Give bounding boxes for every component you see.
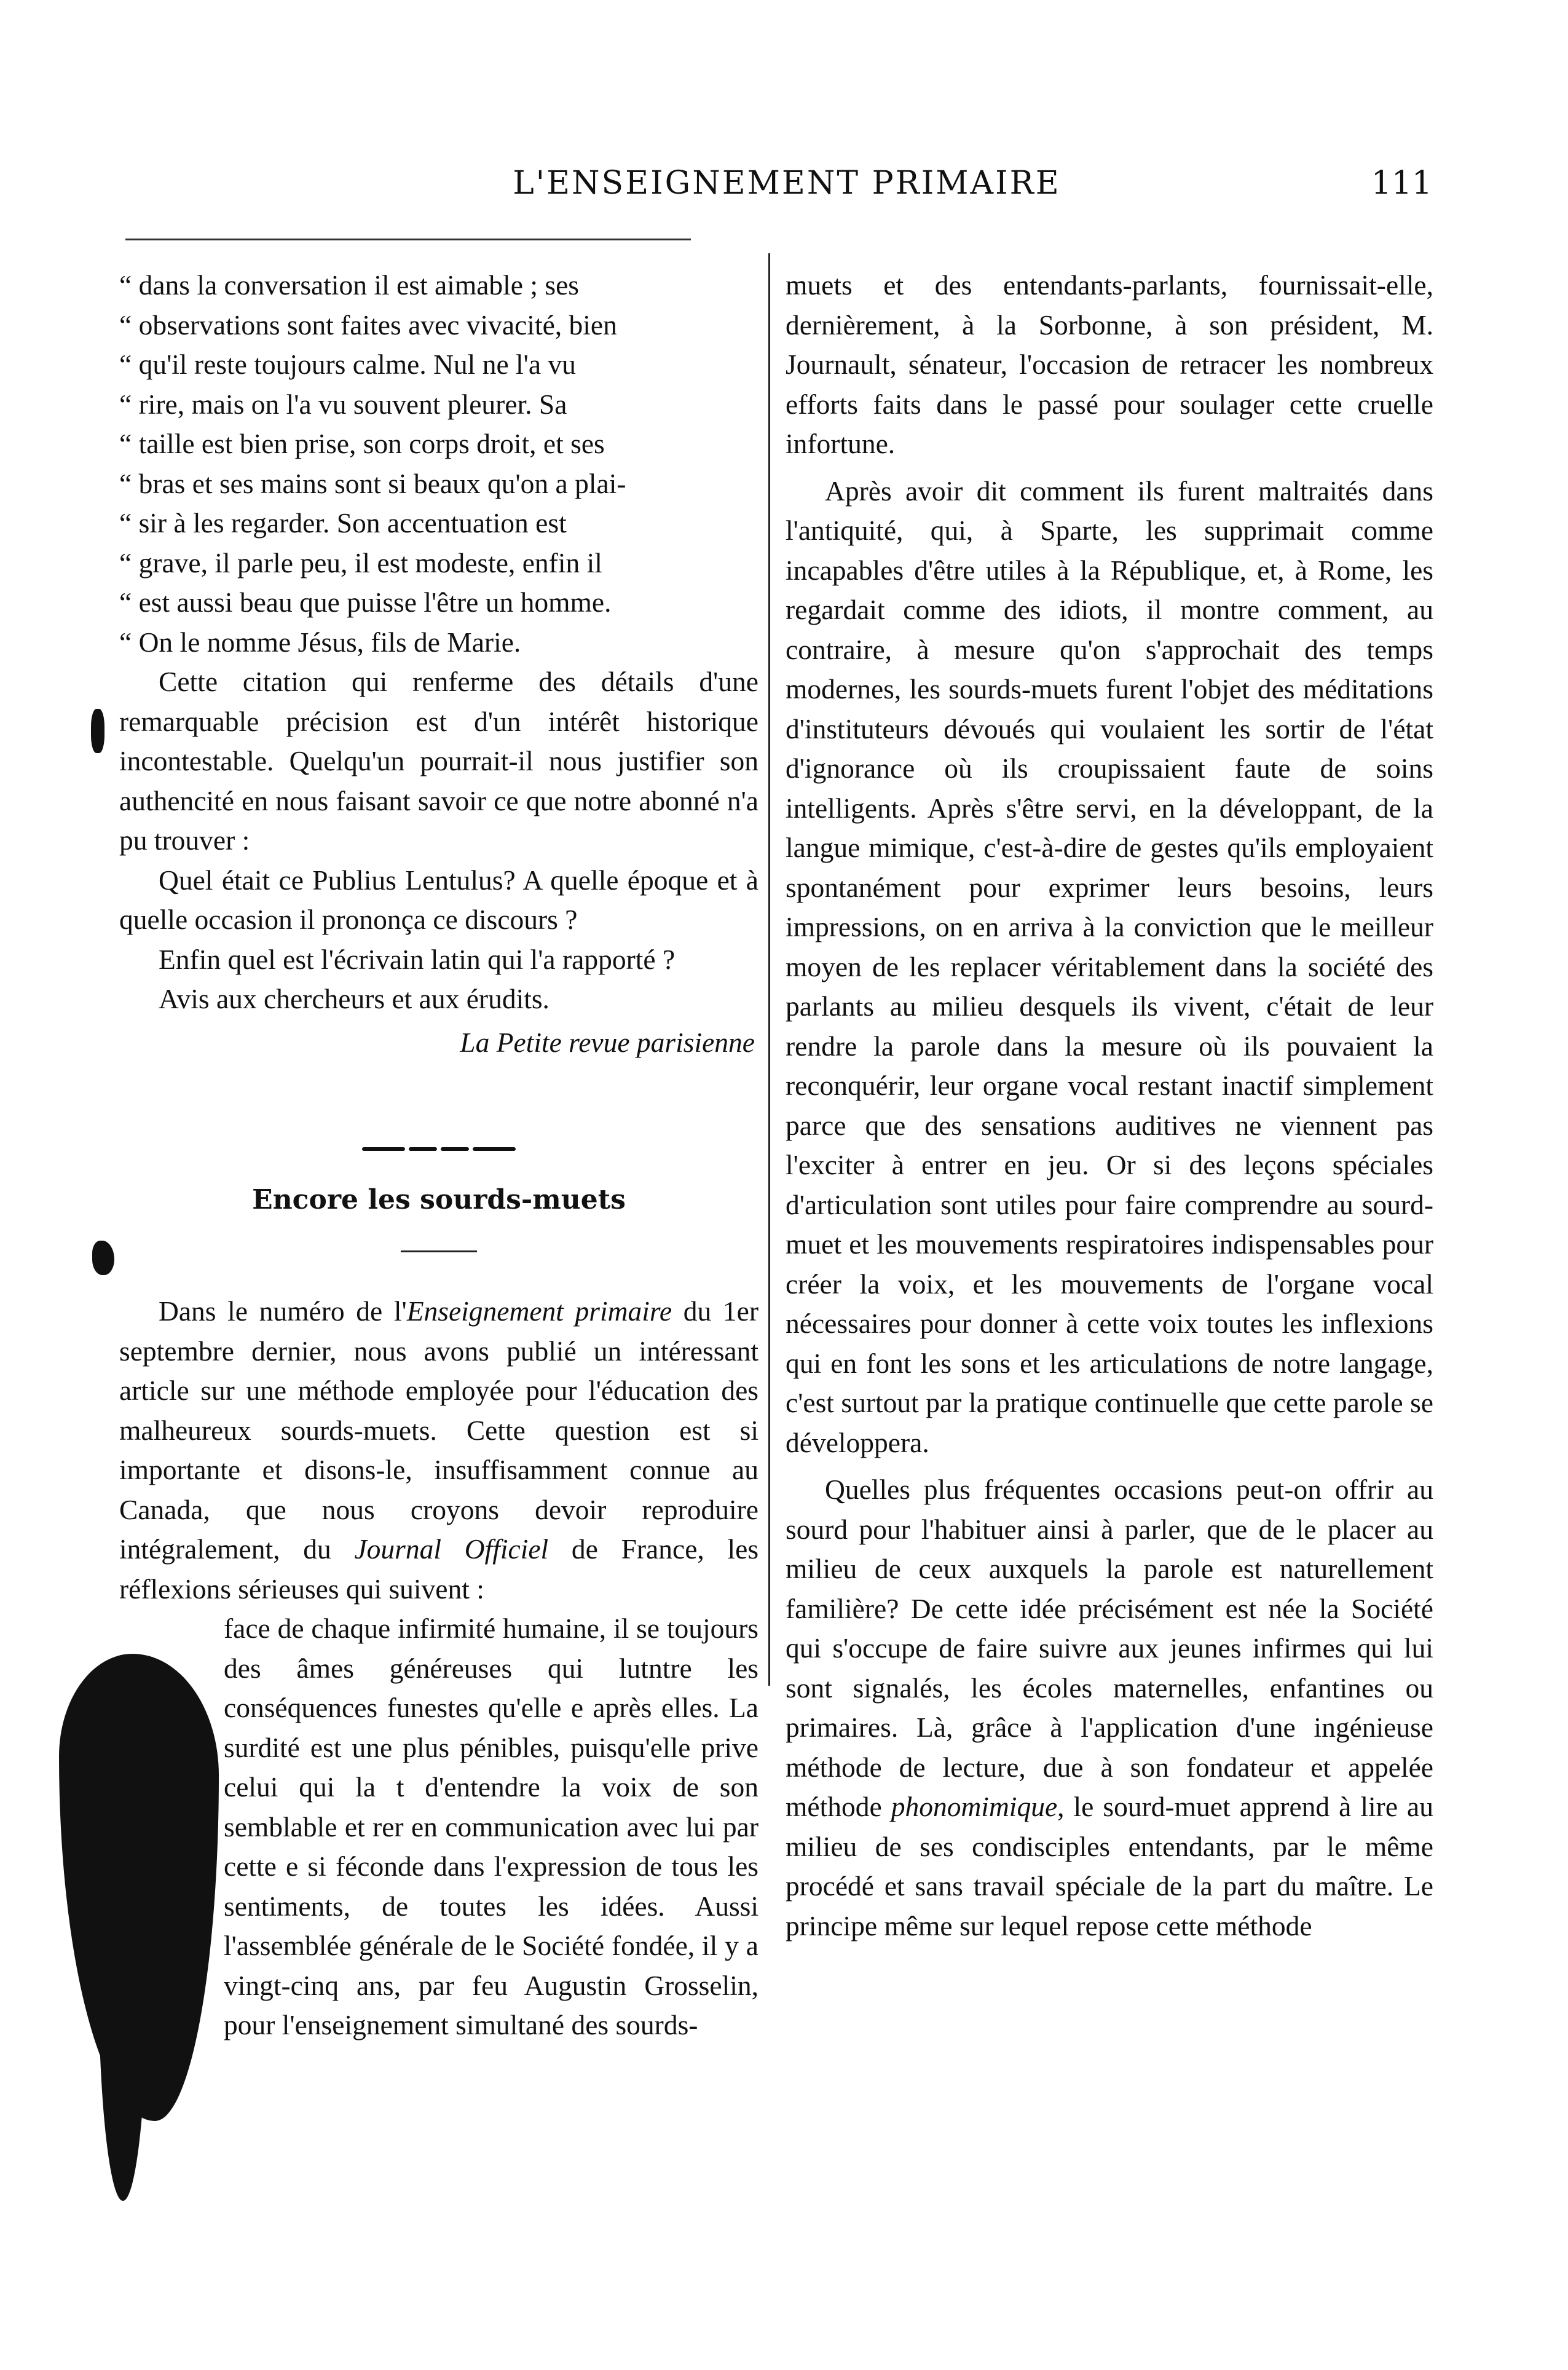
article-quote: face de chaque infirmité humaine, il se toujours des âmes généreuses qui lutntre les conséquences funestes qu'elle e après elles. La surdité est une plus pénibles, puisqu'elle prive celui qui la t d'entendre la voix de son semblable et rer en communication avec lui par cette e si féconde dans l'expression de tous les sentiments, de toutes les idées. Aussi l'assemblée générale de le Société fondée, il y a vingt-cinq ans, par feu Augustin Grosselin, pour l'enseignement simultané des sourds- xyxy=(224,1613,758,2040)
right-column xyxy=(786,266,1433,1946)
paragraph: muets et des entendants-parlants, fournissait-elle, dernièrement, à la Sorbonne, à son président, M. Journault, sénateur, l'occasion de retracer les nombreux efforts faits dans le passé pour soulager cette cruelle infortune. xyxy=(786,269,1433,459)
source-attribution: La Petite revue parisienne xyxy=(460,1026,755,1058)
margin-mark xyxy=(91,709,104,753)
paragraph: Avis aux chercheurs et aux érudits. xyxy=(159,983,550,1014)
title-rule xyxy=(401,1250,477,1252)
page-number: 111 xyxy=(1371,165,1432,202)
quote-line: “ dans la conversation il est aimable ; ses xyxy=(119,269,579,301)
quote-line: “ bras et ses mains sont si beaux qu'on a plai- xyxy=(119,467,626,499)
paragraph-text: Quelles plus fréquentes occasions peut-on offrir au sourd pour l'habituer ainsi à parler, que de le placer au milieu de ceux auxquels la parole est naturellement familière? De cette idée précisément est née la Société qui s'occupe de faire suivre aux jeunes infirmes qui lui sont signalés, les écoles maternelles, enfantines ou primaires. Là, grâce à l'application d'une ingénieuse méthode de lecture, due à son fondateur et appelée méthode xyxy=(786,1474,1433,1822)
quote-line: “ est aussi beau que puisse l'être un homme. xyxy=(119,587,612,618)
margin-mark xyxy=(92,1241,114,1275)
method-name: phonomimique xyxy=(891,1791,1058,1822)
quote-line: “ qu'il reste toujours calme. Nul ne l'a vu xyxy=(119,349,576,380)
quote-line: “ grave, il parle peu, il est modeste, enfin il xyxy=(119,547,602,579)
column-divider xyxy=(768,253,770,1686)
ink-damage-blot xyxy=(98,1943,148,2201)
paragraph: Cette citation qui renferme des détails d'une remarquable précision est d'un intérêt historique incontestable. Quelqu'un pourrait-il nous justifier son authencité en nous faisant savoir ce que notre abonné n'a pu trouver : xyxy=(119,666,758,856)
journal-name: Journal Officiel xyxy=(354,1533,549,1565)
quote-line: “ sir à les regarder. Son accentuation est xyxy=(119,507,567,539)
quote-line: “ On le nomme Jésus, fils de Marie. xyxy=(119,626,521,658)
running-title: L'ENSEIGNEMENT PRIMAIRE xyxy=(513,165,1061,202)
paragraph xyxy=(786,1470,1433,1946)
article-lead: Dans le numéro de l' xyxy=(159,1295,407,1327)
article-text: de France, les réflexions sérieuses qui suivent : xyxy=(119,1533,759,1605)
quote-line: “ rire, mais on l'a vu souvent pleurer. Sa xyxy=(119,388,567,420)
section-ornament xyxy=(119,1147,758,1151)
paragraph: Enfin quel est l'écrivain latin qui l'a rapporté ? xyxy=(159,943,676,975)
quote-line: “ observations sont faites avec vivacité, bien xyxy=(119,309,617,341)
paragraph-text: , le sourd-muet apprend à lire au milieu de ses condisciples entendants, par le même procédé et sans travail spéciale de la part du maître. Le principe même sur lequel repose cette méthode xyxy=(786,1791,1433,1941)
paragraph: Après avoir dit comment ils furent maltraités dans l'antiquité, qui, à Sparte, les supprimait comme incapables d'être utiles à la République, et, à Rome, les regardait comme des idiots, il montre comment, au contraire, à mesure qu'on s'approchait des temps modernes, les sourds-muets furent l'objet des méditations d'instituteurs dévoués qui voulaient les sortir de l'état d'ignorance où ils croupissaient faute de soins intelligents. Après s'être servi, en la développant, de la langue mimique, c'est-à-dire de gestes qu'ils employaient spontanément pour exprimer leurs besoins, leurs impressions, on en arriva à la conviction que le meilleur moyen de les replacer véritablement dans la société des parlants au milieu desquels ils vivent, c'était de leur rendre la parole dans la mesure où ils pouvaient la reconquérir, leur organe vocal restant inactif simplement parce que des sensations auditives ne viennent pas l'exciter à entrer en jeu. Or si des leçons spéciales d'articulation sont utiles pour faire comprendre au sourd-muet et les mouvements respiratoires indispensables pour créer la voix, et les mouvements de l'organe vocal nécessaires pour donner à cette voix toutes les inflexions qui en font les sons et les articulations de notre langage, c'est surtout par la pratique continuelle que cette parole se développera. xyxy=(786,475,1433,1458)
quote-line: “ taille est bien prise, son corps droit, et ses xyxy=(119,428,605,459)
section-title: Encore les sourds-muets xyxy=(252,1184,626,1215)
journal-name: Enseignement primaire xyxy=(406,1295,672,1327)
top-rule xyxy=(125,239,691,240)
paragraph: Quel était ce Publius Lentulus? A quelle époque et à quelle occasion il prononça ce discours ? xyxy=(119,864,758,935)
article-intro xyxy=(119,1292,758,1609)
article-text: du 1er septembre dernier, nous avons publié un intéressant article sur une méthode employée pour l'éducation des malheureux sourds-muets. Cette question est si importante et disons-le, insuffisamment connue au Canada, que nous croyons devoir reproduire intégralement, du xyxy=(119,1295,758,1565)
